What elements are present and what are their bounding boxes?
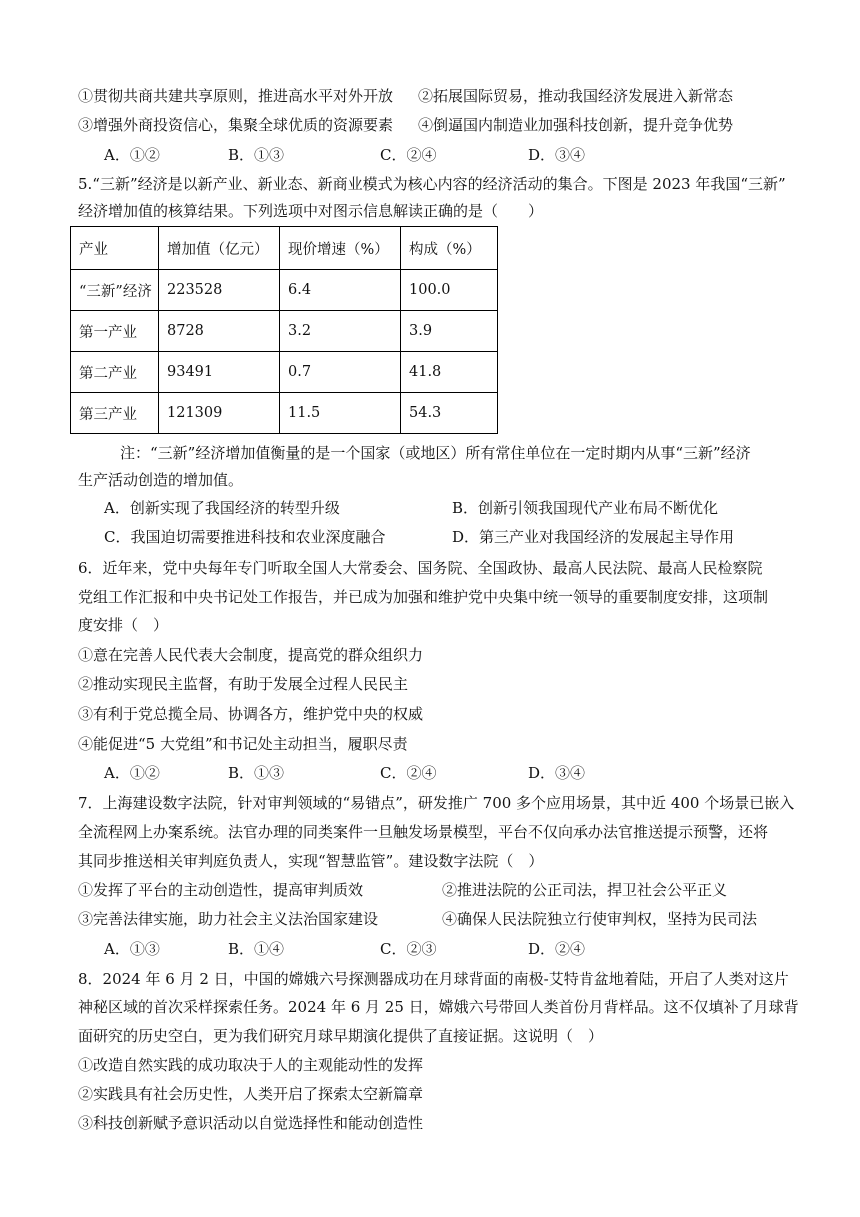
table-cell: 3.2: [280, 311, 401, 352]
q8-stem-line-3: 面研究的历史空白，更为我们研究月球早期演化提供了直接证据。这说明（ ）: [78, 1027, 604, 1045]
table-cell: 8728: [159, 311, 280, 352]
q7-option-c[interactable]: C．②③: [380, 940, 437, 958]
q4-statement-1: ①贯彻共商共建共享原则，推进高水平对外开放: [78, 87, 394, 105]
q7-stem-line-1: 7．上海建设数字法院，针对审判领域的“易错点”，研发推广 700 多个应用场景，其中近 400 个场景已嵌入: [78, 794, 795, 812]
q7-option-d[interactable]: D．②④: [528, 940, 586, 958]
q4-option-a[interactable]: A．①②: [104, 146, 160, 164]
table-cell: 6.4: [280, 270, 401, 311]
q5-option-b[interactable]: B．创新引领我国现代产业布局不断优化: [452, 499, 719, 517]
q5-option-d[interactable]: D．第三产业对我国经济的发展起主导作用: [452, 528, 735, 546]
header-value-added: 增加值（亿元）: [159, 227, 280, 270]
table-row: [71, 270, 498, 311]
table-cell: 3.9: [401, 311, 498, 352]
table-cell: 0.7: [280, 352, 401, 393]
table-cell: 11.5: [280, 393, 401, 434]
q5-stem-line-2: 经济增加值的核算结果。下列选项中对图示信息解读正确的是（ ）: [78, 202, 544, 220]
q4-statement-2: ②拓展国际贸易，推动我国经济发展进入新常态: [418, 87, 734, 105]
table-cell: 第二产业: [71, 352, 159, 393]
q7-option-b[interactable]: B．①④: [228, 940, 285, 958]
table-cell: 54.3: [401, 393, 498, 434]
q6-statement-1: ①意在完善人民代表大会制度，提高党的群众组织力: [78, 646, 424, 664]
table-cell: 121309: [159, 393, 280, 434]
q6-statement-2: ②推动实现民主监督，有助于发展全过程人民民主: [78, 675, 409, 693]
q5-note-line-1: 注：“三新”经济增加值衡量的是一个国家（或地区）所有常住单位在一定时期内从事“三新”经济: [120, 444, 751, 462]
q6-stem-line-3: 度安排（ ）: [78, 616, 169, 634]
q7-statement-4: ④确保人民法院独立行使审判权，坚持为民司法: [442, 910, 758, 928]
table-cell: 93491: [159, 352, 280, 393]
q7-stem-line-3: 其同步推送相关审判庭负责人，实现“智慧监管”。建设数字法院（ ）: [78, 852, 544, 870]
q7-statement-3: ③完善法律实施，助力社会主义法治国家建设: [78, 910, 379, 928]
q8-stem-line-2: 神秘区域的首次采样探索任务。2024 年 6 月 25 日，嫦娥六号带回人类首份月背样品。这不仅填补了月球背: [78, 998, 799, 1016]
q4-statement-3: ③增强外商投资信心，集聚全球优质的资源要素: [78, 116, 394, 134]
q7-statement-1: ①发挥了平台的主动创造性，提高审判质效: [78, 881, 364, 899]
table-cell: 100.0: [401, 270, 498, 311]
header-industry: 产业: [71, 227, 159, 270]
q8-statement-2: ②实践具有社会历史性，人类开启了探索太空新篇章: [78, 1085, 424, 1103]
q5-stem-line-1: 5.“三新”经济是以新产业、新业态、新商业模式为核心内容的经济活动的集合。下图是 2023 年我国“三新”: [78, 175, 786, 193]
table-row: [71, 311, 498, 352]
q4-option-d[interactable]: D．③④: [528, 146, 586, 164]
q6-stem-line-2: 党组工作汇报和中央书记处工作报告，并已成为加强和维护党中央集中统一领导的重要制度安排，这项制: [78, 588, 769, 606]
table-cell: 第三产业: [71, 393, 159, 434]
q7-stem-line-2: 全流程网上办案系统。法官办理的同类案件一旦触发场景模型，平台不仅向承办法官推送提示预警，还将: [78, 823, 769, 841]
q6-statement-3: ③有利于党总揽全局、协调各方，维护党中央的权威: [78, 705, 424, 723]
q5-note-line-2: 生产活动创造的增加值。: [78, 471, 244, 489]
q5-option-c[interactable]: C．我国迫切需要推进科技和农业深度融合: [104, 528, 386, 546]
q8-statement-3: ③科技创新赋予意识活动以自觉选择性和能动创造性: [78, 1114, 424, 1132]
header-composition: 构成（%）: [401, 227, 498, 270]
table-row: [71, 352, 498, 393]
header-growth-rate: 现价增速（%）: [280, 227, 401, 270]
table-header-row: [71, 227, 498, 270]
table-cell: 223528: [159, 270, 280, 311]
table-row: [71, 393, 498, 434]
q8-stem-line-1: 8．2024 年 6 月 2 日，中国的嫦娥六号探测器成功在月球背面的南极-艾特肯盆地着陆，开启了人类对这片: [78, 970, 789, 988]
q7-statement-2: ②推进法院的公正司法，捍卫社会公平正义: [442, 881, 728, 899]
table-cell: 41.8: [401, 352, 498, 393]
table-cell: 第一产业: [71, 311, 159, 352]
q6-option-d[interactable]: D．③④: [528, 764, 586, 782]
q6-statement-4: ④能促进“5 大党组”和书记处主动担当，履职尽责: [78, 735, 408, 753]
q6-option-a[interactable]: A．①②: [104, 764, 160, 782]
q4-option-c[interactable]: C．②④: [380, 146, 437, 164]
table-cell: “三新”经济: [71, 270, 159, 311]
q6-option-c[interactable]: C．②④: [380, 764, 437, 782]
q6-option-b[interactable]: B．①③: [228, 764, 285, 782]
q5-option-a[interactable]: A．创新实现了我国经济的转型升级: [104, 499, 340, 517]
q5-data-table: [70, 226, 498, 434]
q6-stem-line-1: 6．近年来，党中央每年专门听取全国人大常委会、国务院、全国政协、最高人民法院、最高人民检察院: [78, 559, 763, 577]
q8-statement-1: ①改造自然实践的成功取决于人的主观能动性的发挥: [78, 1056, 424, 1074]
q7-option-a[interactable]: A．①③: [104, 940, 160, 958]
q4-option-b[interactable]: B．①③: [228, 146, 285, 164]
q4-statement-4: ④倒逼国内制造业加强科技创新，提升竞争优势: [418, 116, 734, 134]
